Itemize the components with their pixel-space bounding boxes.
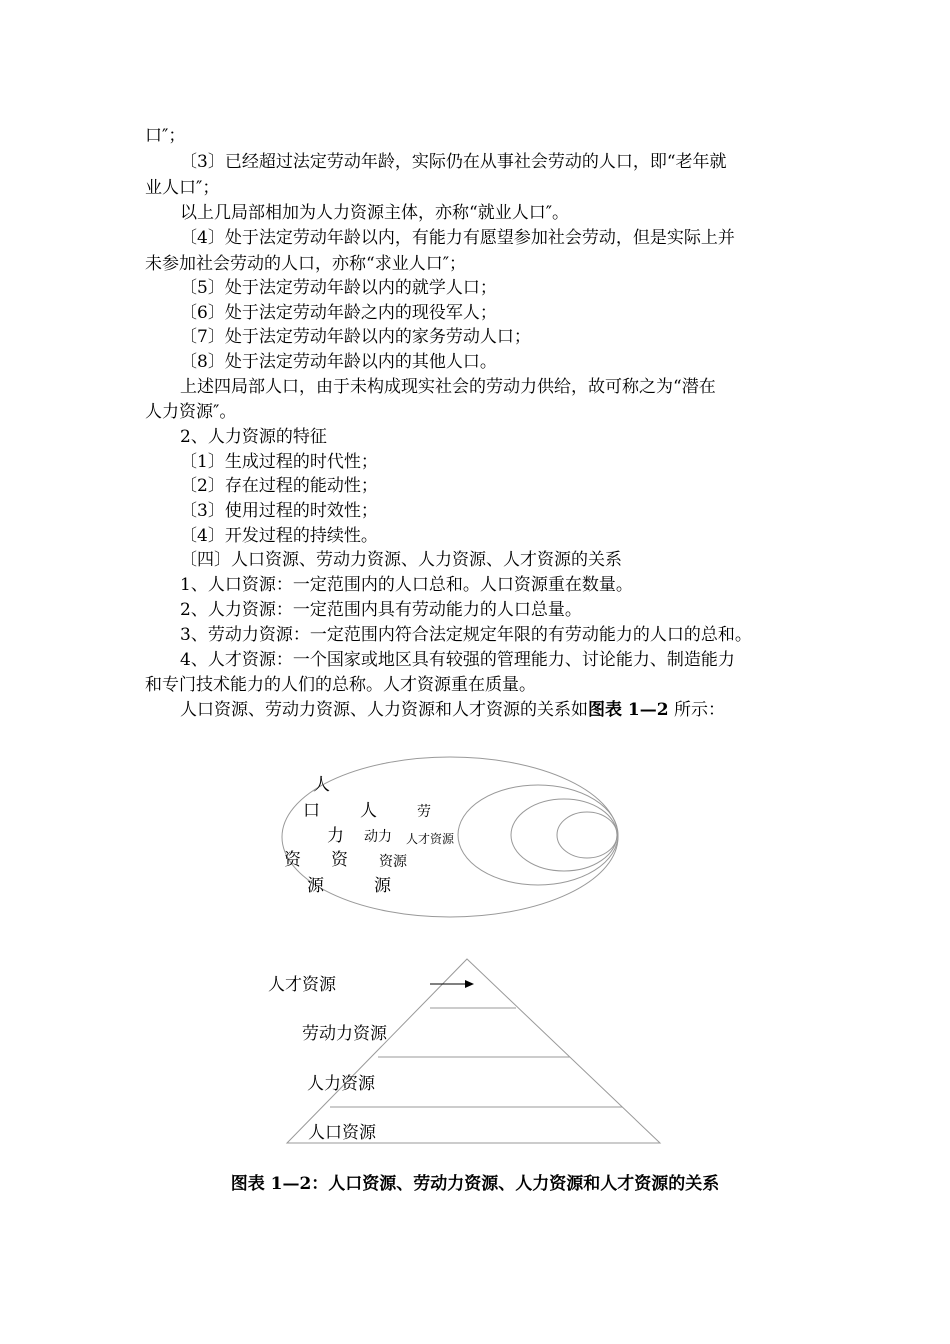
- hr-label-char: 力: [327, 826, 344, 846]
- labor-ellipse: [511, 799, 617, 871]
- paragraph-line: 〔7〕处于法定劳动年龄以内的家务劳动人口；: [180, 327, 531, 347]
- paragraph-line: 业人口″；: [145, 178, 220, 198]
- paragraph-line: 口″；: [145, 126, 186, 146]
- labor-label: 劳: [417, 804, 431, 820]
- talent-ellipse: [557, 812, 617, 858]
- paragraph-line: 〔3〕已经超过法定劳动年龄，实际仍在从事社会劳动的人口，即“老年就: [180, 152, 727, 172]
- talent-label: 人才资源: [406, 832, 455, 846]
- hr-label-char: 人: [360, 801, 377, 821]
- paragraph-line: 〔1〕生成过程的时代性；: [180, 452, 378, 472]
- paragraph-line: 1、人口资源：一定范围内的人口总和。人口资源重在数量。: [180, 575, 633, 595]
- labor-label: 动力: [364, 829, 392, 845]
- paragraph-line: 〔4〕开发过程的持续性。: [180, 526, 378, 546]
- pyramid-hr-label: 人力资源: [307, 1074, 375, 1094]
- paragraph-line: 4、人才资源：一个国家或地区具有较强的管理能力、讨论能力、制造能力: [180, 650, 735, 670]
- paragraph-line: 3、劳动力资源：一定范围内符合法定规定年限的有劳动能力的人口的总和。: [180, 625, 752, 645]
- arrow-head: [465, 980, 474, 988]
- paragraph-line: 〔2〕存在过程的能动性；: [180, 476, 378, 496]
- population-label-char: 人: [313, 775, 330, 795]
- paragraph-line: 2、人力资源：一定范围内具有劳动能力的人口总量。: [180, 600, 582, 620]
- hr-label-char: 源: [374, 876, 391, 896]
- paragraph-line: 〔4〕处于法定劳动年龄以内，有能力有愿望参加社会劳动，但是实际上并: [180, 228, 735, 248]
- paragraph-line: 未参加社会劳动的人口，亦称“求业人口″；: [145, 254, 467, 274]
- section-heading: 〔四〕人口资源、劳动力资源、人力资源、人才资源的关系: [180, 550, 622, 570]
- labor-label: 资源: [379, 854, 407, 870]
- figure-caption: 图表 1—2：人口资源、劳动力资源、人力资源和人才资源的关系: [230, 1174, 720, 1194]
- paragraph-line: 2、人力资源的特征: [180, 427, 327, 447]
- paragraph-line: 和专门技术能力的人们的总称。人才资源重在质量。: [145, 675, 536, 695]
- paragraph-line: 〔3〕使用过程的时效性；: [180, 501, 378, 521]
- paragraph-line: 〔6〕处于法定劳动年龄之内的现役军人；: [180, 303, 497, 323]
- human-resources-ellipse: [458, 785, 618, 885]
- ref-suffix: 所示：: [668, 700, 725, 720]
- paragraph-line: 上述四局部人口，由于未构成现实社会的劳动力供给，故可称之为“潜在: [180, 377, 716, 397]
- paragraph-line: 〔8〕处于法定劳动年龄以内的其他人口。: [180, 352, 497, 372]
- pyramid-population-label: 人口资源: [308, 1123, 376, 1143]
- pyramid-outline: [287, 959, 660, 1143]
- paragraph-line: 以上几局部相加为人力资源主体，亦称“就业人口″。: [180, 203, 570, 223]
- paragraph-line: 人力资源″。: [145, 402, 237, 422]
- population-label-char: 资: [284, 850, 301, 870]
- ref-prefix: 人口资源、劳动力资源、人力资源和人才资源的关系如: [180, 700, 588, 720]
- population-label-char: 口: [303, 801, 320, 821]
- paragraph-line: 〔5〕处于法定劳动年龄以内的就学人口；: [180, 278, 497, 298]
- hr-label-char: 资: [331, 850, 348, 870]
- pyramid-talent-label: 人才资源: [268, 975, 336, 995]
- pyramid-labor-label: 劳动力资源: [302, 1024, 387, 1044]
- figure-reference: 图表 1—2: [588, 700, 669, 720]
- population-label-char: 源: [307, 876, 324, 896]
